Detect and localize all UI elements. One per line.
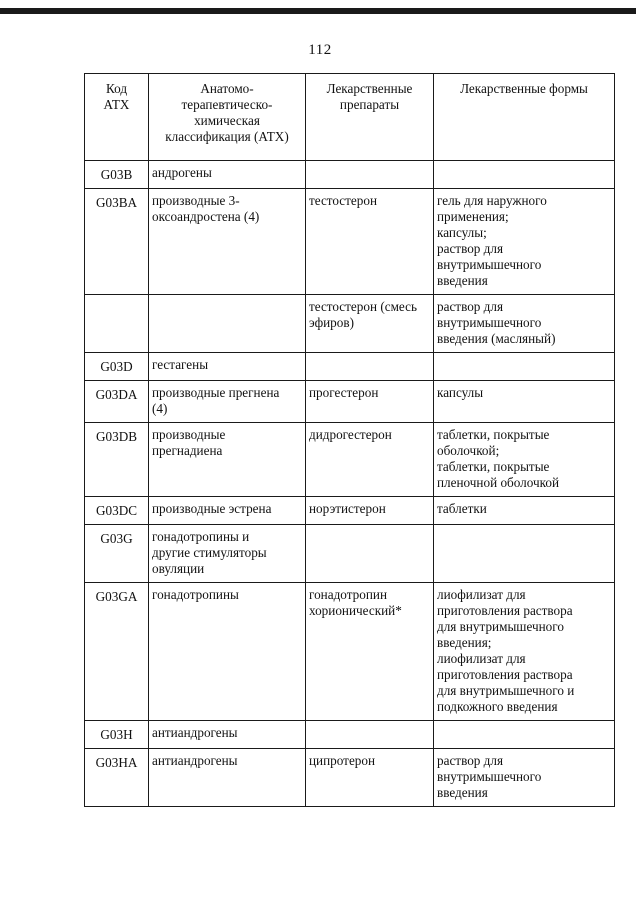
atc-code-cell: G03BA <box>85 189 149 295</box>
cell-text-line: дидрогестерон <box>309 427 392 442</box>
cell-text-line: таблетки <box>437 501 487 516</box>
table-row <box>85 381 615 423</box>
cell-text-line: пленочной оболочкой <box>437 475 560 490</box>
cell-text-line: гонадотропин <box>309 587 387 602</box>
cell-text-line: введения <box>437 273 488 288</box>
atc-code-cell: G03D <box>85 353 149 381</box>
atc-code-cell: G03B <box>85 161 149 189</box>
cell-text-line: производные <box>152 427 226 442</box>
header-atc-classification <box>149 74 306 161</box>
cell-text-line: оксоандростена (4) <box>152 209 260 224</box>
table-row <box>85 423 615 497</box>
dosage-forms-cell <box>434 189 615 295</box>
cell-text-line: антиандрогены <box>152 753 238 768</box>
classification-cell <box>149 353 306 381</box>
atc-code-cell: G03DB <box>85 423 149 497</box>
atc-code-cell: G03G <box>85 525 149 583</box>
dosage-forms-cell <box>434 161 615 189</box>
dosage-forms-cell <box>434 525 615 583</box>
dosage-forms-cell <box>434 583 615 721</box>
atc-code-cell: G03HA <box>85 749 149 807</box>
cell-text-line: капсулы; <box>437 225 487 240</box>
cell-text-line: оболочкой; <box>437 443 500 458</box>
cell-text-line: введения <box>437 785 488 800</box>
cell-text-line: внутримышечного <box>437 315 542 330</box>
table-row <box>85 189 615 295</box>
dosage-forms-cell <box>434 353 615 381</box>
cell-text-line: подкожного введения <box>437 699 558 714</box>
header-dosage-forms <box>434 74 615 161</box>
atc-drug-table <box>84 73 615 807</box>
drug-cell <box>306 525 434 583</box>
cell-text-line: внутримышечного <box>437 769 542 784</box>
cell-text-line: для внутримышечного и <box>437 683 575 698</box>
table-row <box>85 295 615 353</box>
cell-text-line: Лекарственные <box>326 81 413 96</box>
table-header-row <box>85 74 615 161</box>
top-border-rule <box>0 8 636 14</box>
dosage-forms-cell <box>434 721 615 749</box>
cell-text-line: применения; <box>437 209 509 224</box>
cell-text-line: Код <box>105 81 128 96</box>
atc-code-cell: G03DA <box>85 381 149 423</box>
cell-text-line: гонадотропины и <box>152 529 250 544</box>
cell-text-line: ципротерон <box>309 753 376 768</box>
cell-text-line: тестостерон (смесь <box>309 299 417 314</box>
drug-cell <box>306 189 434 295</box>
classification-cell <box>149 381 306 423</box>
cell-text-line: химическая <box>194 113 260 128</box>
cell-text-line: раствор для <box>437 753 504 768</box>
header-atc-code <box>85 74 149 161</box>
dosage-forms-cell <box>434 295 615 353</box>
cell-text-line: приготовления раствора <box>437 667 573 682</box>
cell-text-line: лиофилизат для <box>437 651 526 666</box>
classification-cell <box>149 423 306 497</box>
classification-cell <box>149 721 306 749</box>
cell-text-line: препараты <box>339 97 400 112</box>
cell-text-line: эфиров) <box>309 315 354 330</box>
table-row <box>85 583 615 721</box>
cell-text-line: гонадотропины <box>152 587 239 602</box>
dosage-forms-cell <box>434 749 615 807</box>
cell-text-line: другие стимуляторы <box>152 545 267 560</box>
cell-text-line: раствор для <box>437 299 504 314</box>
cell-text-line: классификация (АТХ) <box>165 129 289 144</box>
page-number: 112 <box>308 42 332 58</box>
cell-text-line: хорионический* <box>309 603 402 618</box>
cell-text-line: производные прегнена <box>152 385 280 400</box>
dosage-forms-cell <box>434 423 615 497</box>
drug-cell <box>306 161 434 189</box>
classification-cell <box>149 189 306 295</box>
drug-cell <box>306 381 434 423</box>
cell-text-line: терапевтическо- <box>181 97 273 112</box>
drug-cell <box>306 749 434 807</box>
cell-text-line: для внутримышечного <box>437 619 564 634</box>
drug-cell <box>306 721 434 749</box>
atc-code-cell: G03GA <box>85 583 149 721</box>
cell-text-line: приготовления раствора <box>437 603 573 618</box>
cell-text-line: гестагены <box>152 357 209 372</box>
cell-text-line: прогестерон <box>309 385 379 400</box>
drug-cell <box>306 497 434 525</box>
cell-text-line: овуляции <box>152 561 205 576</box>
cell-text-line: гель для наружного <box>437 193 547 208</box>
cell-text-line: введения (масляный) <box>437 331 556 346</box>
atc-code-cell: G03H <box>85 721 149 749</box>
classification-cell <box>149 583 306 721</box>
table-row <box>85 353 615 381</box>
cell-text-line: введения; <box>437 635 492 650</box>
header-drugs <box>306 74 434 161</box>
table-row <box>85 749 615 807</box>
cell-text-line: таблетки, покрытые <box>437 427 550 442</box>
cell-text-line: таблетки, покрытые <box>437 459 550 474</box>
table-row <box>85 497 615 525</box>
atc-code-cell <box>85 295 149 353</box>
cell-text-line: капсулы <box>437 385 484 400</box>
table-row <box>85 161 615 189</box>
cell-text-line: внутримышечного <box>437 257 542 272</box>
cell-text-line: (4) <box>152 401 168 416</box>
cell-text-line: прегнадиена <box>152 443 223 458</box>
cell-text-line: производные 3- <box>152 193 240 208</box>
cell-text-line: тестостерон <box>309 193 378 208</box>
cell-text-line: Анатомо- <box>200 81 254 96</box>
cell-text-line: АТХ <box>103 97 130 112</box>
cell-text-line: производные эстрена <box>152 501 272 516</box>
cell-text-line: андрогены <box>152 165 212 180</box>
atc-code-cell: G03DC <box>85 497 149 525</box>
classification-cell <box>149 295 306 353</box>
dosage-forms-cell <box>434 381 615 423</box>
table-body <box>85 161 615 807</box>
cell-text-line: лиофилизат для <box>437 587 526 602</box>
classification-cell <box>149 749 306 807</box>
classification-cell <box>149 161 306 189</box>
dosage-forms-cell <box>434 497 615 525</box>
classification-cell <box>149 525 306 583</box>
table-row <box>85 525 615 583</box>
drug-cell <box>306 423 434 497</box>
drug-cell <box>306 295 434 353</box>
cell-text-line: антиандрогены <box>152 725 238 740</box>
cell-text-line: Лекарственные формы <box>460 81 588 96</box>
cell-text-line: норэтистерон <box>309 501 386 516</box>
table-row <box>85 721 615 749</box>
cell-text-line: раствор для <box>437 241 504 256</box>
classification-cell <box>149 497 306 525</box>
drug-cell <box>306 583 434 721</box>
drug-cell <box>306 353 434 381</box>
